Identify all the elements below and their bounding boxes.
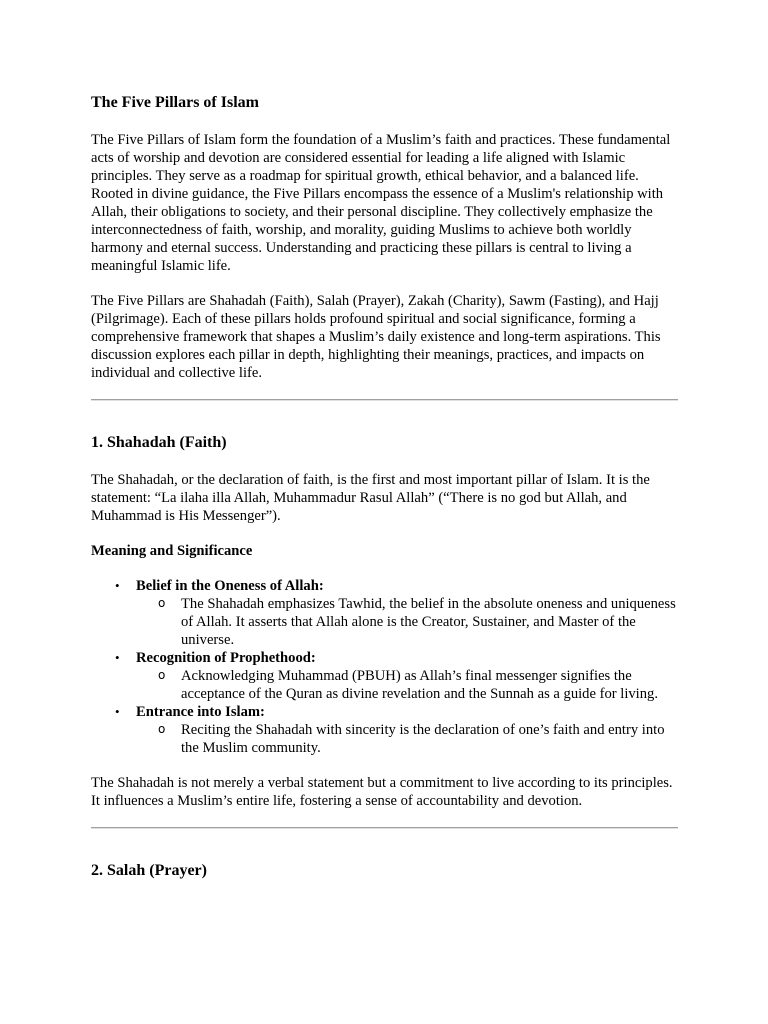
meaning-significance-heading: Meaning and Significance [91, 543, 253, 559]
section-heading-shahadah: 1. Shahadah (Faith) [91, 434, 227, 451]
significance-list [91, 577, 681, 757]
section-divider-2 [91, 827, 678, 829]
sub-list [136, 667, 681, 703]
list-item [91, 649, 681, 703]
bullet-icon: • [115, 704, 120, 719]
bullet-icon: • [115, 650, 120, 665]
circle-bullet-icon: o [158, 668, 166, 682]
intro-paragraph-2: The Five Pillars are Shahadah (Faith), Salah (Prayer), Zakah (Charity), Sawm (Fasting), and Hajj (Pilgrimage). Each of these pillars holds profound spiritual and social significance, forming a comprehensive framework that shapes a Muslim’s daily existence and long-term aspirations. This discussion explores each pillar in depth, highlighting their meanings, practices, and impacts on individual and collective life. [91, 293, 661, 381]
sub-list [136, 721, 681, 757]
shahadah-intro-paragraph: The Shahadah, or the declaration of faith, is the first and most important pillar of Islam. It is the statement: “La ilaha illa Allah, Muhammadur Rasul Allah” (“There is no god but Allah, and Muhammad is His Messenger”). [91, 472, 650, 524]
list-item [91, 577, 681, 649]
circle-bullet-icon: o [158, 722, 166, 736]
bullet-icon: • [115, 578, 120, 593]
list-item [91, 703, 681, 757]
sub-list-item [136, 595, 681, 649]
document-page [91, 92, 681, 899]
circle-bullet-icon: o [158, 596, 166, 610]
sub-item-text: Reciting the Shahadah with sincerity is the declaration of one’s faith and entry into the Muslim community. [181, 722, 665, 756]
document-title: The Five Pillars of Islam [91, 94, 259, 111]
sub-item-text: Acknowledging Muhammad (PBUH) as Allah’s final messenger signifies the acceptance of the Quran as divine revelation and the Sunnah as a guide for living. [181, 668, 658, 702]
section-heading-salah: 2. Salah (Prayer) [91, 862, 207, 879]
section-divider-1 [91, 399, 678, 401]
sub-list [136, 595, 681, 649]
sub-list-item [136, 721, 681, 757]
shahadah-closing-paragraph: The Shahadah is not merely a verbal statement but a commitment to live according to its principles. It influences a Muslim’s entire life, fostering a sense of accountability and devotion. [91, 775, 673, 809]
sub-item-text: The Shahadah emphasizes Tawhid, the belief in the absolute oneness and uniqueness of Allah. It asserts that Allah alone is the Creator, Sustainer, and Master of the universe. [181, 596, 676, 648]
bullet-label: Belief in the Oneness of Allah: [136, 578, 324, 594]
bullet-label: Entrance into Islam: [136, 704, 265, 720]
bullet-label: Recognition of Prophethood: [136, 650, 316, 666]
intro-paragraph-1: The Five Pillars of Islam form the foundation of a Muslim’s faith and practices. These fundamental acts of worship and devotion are considered essential for leading a life aligned with Islamic principles. They serve as a roadmap for spiritual growth, ethical behavior, and a balanced life. Rooted in divine guidance, the Five Pillars encompass the essence of a Muslim's relationship with Allah, their obligations to society, and their personal discipline. They collectively emphasize the interconnectedness of faith, worship, and morality, guiding Muslims to achieve both worldly harmony and eternal success. Understanding and practicing these pillars is central to living a meaningful Islamic life. [91, 132, 671, 274]
sub-list-item [136, 667, 681, 703]
